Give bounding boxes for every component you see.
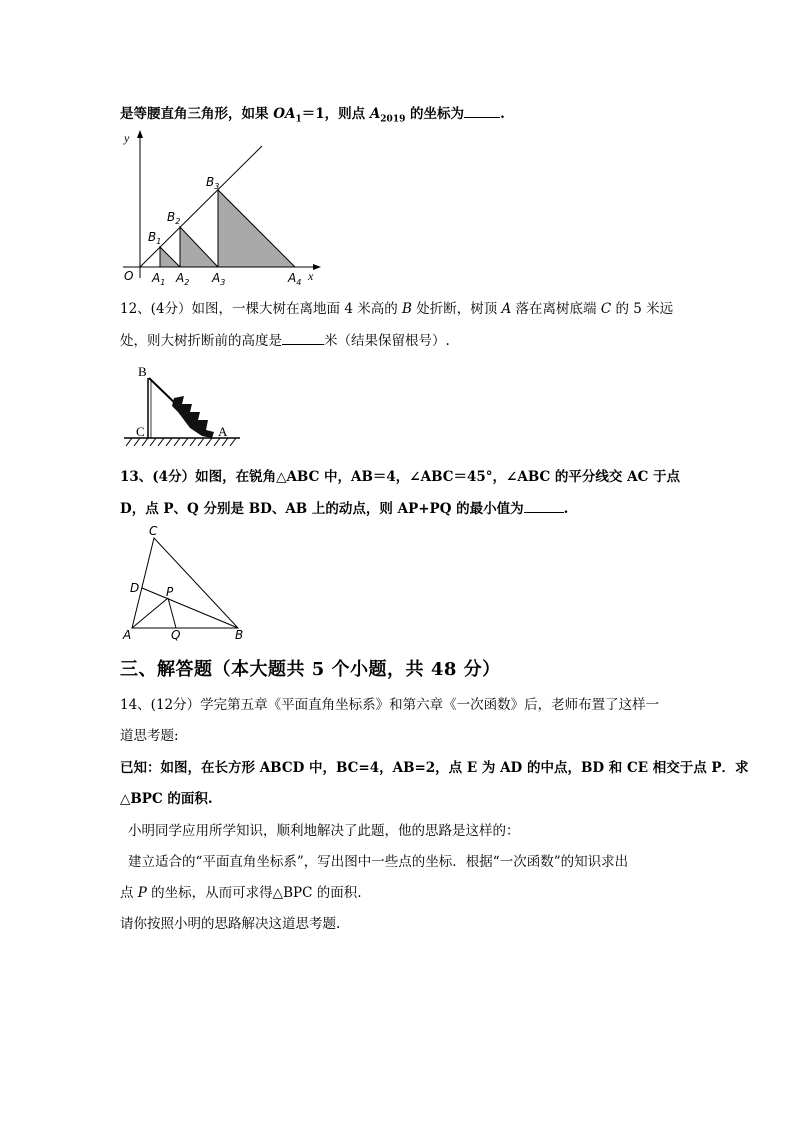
q13-line-1	[120, 468, 680, 486]
q11-oa: OA	[273, 106, 296, 122]
fig3-label-a: A	[123, 628, 132, 642]
q12-text-f: 米（结果保留根号）.	[324, 333, 450, 349]
q11-suffix: 的坐标为	[405, 106, 465, 122]
q12-line-2	[120, 332, 450, 350]
fig2-label-c: C	[136, 424, 145, 439]
q12-point-b: B	[402, 301, 412, 317]
fig1-triangle-3	[218, 190, 295, 267]
fig2-label-a: A	[218, 424, 228, 439]
q13-answer-blank[interactable]	[524, 500, 564, 513]
q11-answer-blank[interactable]	[464, 105, 500, 118]
fig2-label-b: B	[138, 364, 147, 379]
q14-text-b: 的坐标，从而可求得△BPC 的面积.	[146, 885, 362, 901]
fig1-x-arrow	[313, 264, 321, 270]
q13-text-b: D，点 P、Q 分别是 BD、AB 上的动点，则 AP+PQ 的最小值为	[120, 501, 524, 517]
fig2-ground-hatch	[126, 438, 236, 446]
fig1-label-b3: $B_3$	[206, 175, 220, 191]
q14-text-a: 点	[120, 885, 138, 901]
fig1-label-b1: $B_1$	[148, 230, 162, 246]
fig1-label-x: x	[308, 269, 314, 283]
fig3-label-d: D	[130, 581, 140, 595]
fig1-triangle-1	[160, 247, 180, 267]
q14-line-2: 道思考题:	[120, 728, 179, 744]
fig1-label-o: O	[124, 269, 134, 283]
fig3-segment-pq	[168, 598, 176, 628]
fig1-label-a4: $A_4$	[288, 271, 302, 287]
fig3-label-q: Q	[171, 628, 181, 642]
fig3-diagram	[120, 522, 250, 644]
fig2-diagram	[120, 360, 245, 452]
q11-mid: ，则点	[324, 106, 370, 122]
q14-point-p: P	[137, 885, 147, 901]
q14-line-6: 建立适合的“平面直角坐标系”，写出图中一些点的坐标．根据“一次函数”的知识求出	[128, 854, 629, 870]
fig1-triangle-2	[180, 227, 218, 267]
fig1-y-arrow	[137, 130, 143, 138]
q14-line-1: 14、(12分）学完第五章《平面直角坐标系》和第六章《一次函数》后，老师布置了这样一	[120, 697, 660, 713]
q12-text-d: 的 5 米远	[611, 301, 674, 317]
q11-text	[120, 105, 505, 129]
q12-text-b: 处折断，树顶	[411, 301, 502, 317]
q14-line-3: 已知：如图，在长方形 ABCD 中，BC=4，AB=2，点 E 为 AD 的中点，BD 和 CE 相交于点 P．求	[120, 760, 749, 776]
q12-answer-blank[interactable]	[282, 332, 324, 345]
q13-line-2	[120, 500, 568, 518]
fig2-tree-crown	[172, 396, 214, 438]
q11-eq: ＝1	[301, 106, 325, 122]
fig3-label-p: P	[166, 585, 174, 599]
fig1-label-b2: $B_2$	[167, 210, 181, 226]
fig1-label-a2: $A_2$	[176, 271, 190, 287]
fig1-label-a1: $A_1$	[152, 271, 166, 287]
q11-oa-sub: 1	[295, 114, 302, 125]
fig1-label-y: y	[124, 131, 130, 145]
fig1-diagram	[118, 128, 328, 288]
q12-text-c: 落在离树底端	[511, 301, 601, 317]
q12-point-c: C	[600, 301, 612, 317]
fig3-segment-ap	[132, 598, 168, 628]
q12-text-a: 12、(4分）如图，一棵大树在离地面 4 米高的	[120, 301, 402, 317]
section-heading: 三、解答题（本大题共 5 个小题，共 48 分）	[120, 659, 501, 680]
q12-line-1	[120, 300, 673, 318]
q14-line-8: 请你按照小明的思路解决这道思考题.	[120, 916, 341, 932]
fig3-label-c: C	[149, 524, 158, 538]
q12-text-e: 处，则大树折断前的高度是	[120, 333, 282, 349]
q13-text-a: 13、(4分）如图，在锐角△ABC 中，AB＝4，∠ABC＝45°，∠ABC 的平分线交 AC 于点	[120, 469, 681, 485]
fig3-label-b: B	[235, 628, 244, 642]
q14-line-4: △BPC 的面积.	[120, 791, 213, 807]
fig1-label-a3: $A_3$	[212, 271, 226, 287]
q11-prefix: 是等腰直角三角形，如果	[120, 106, 274, 122]
q11-a-sub: 2019	[380, 114, 406, 125]
q12-point-a: A	[501, 301, 512, 317]
q11-a: A	[369, 106, 381, 122]
q14-line-7	[120, 884, 361, 902]
q13-text-c: .	[563, 501, 569, 517]
q11-end: .	[500, 106, 505, 122]
q14-line-5: 小明同学应用所学知识，顺利地解决了此题，他的思路是这样的：	[128, 823, 520, 839]
